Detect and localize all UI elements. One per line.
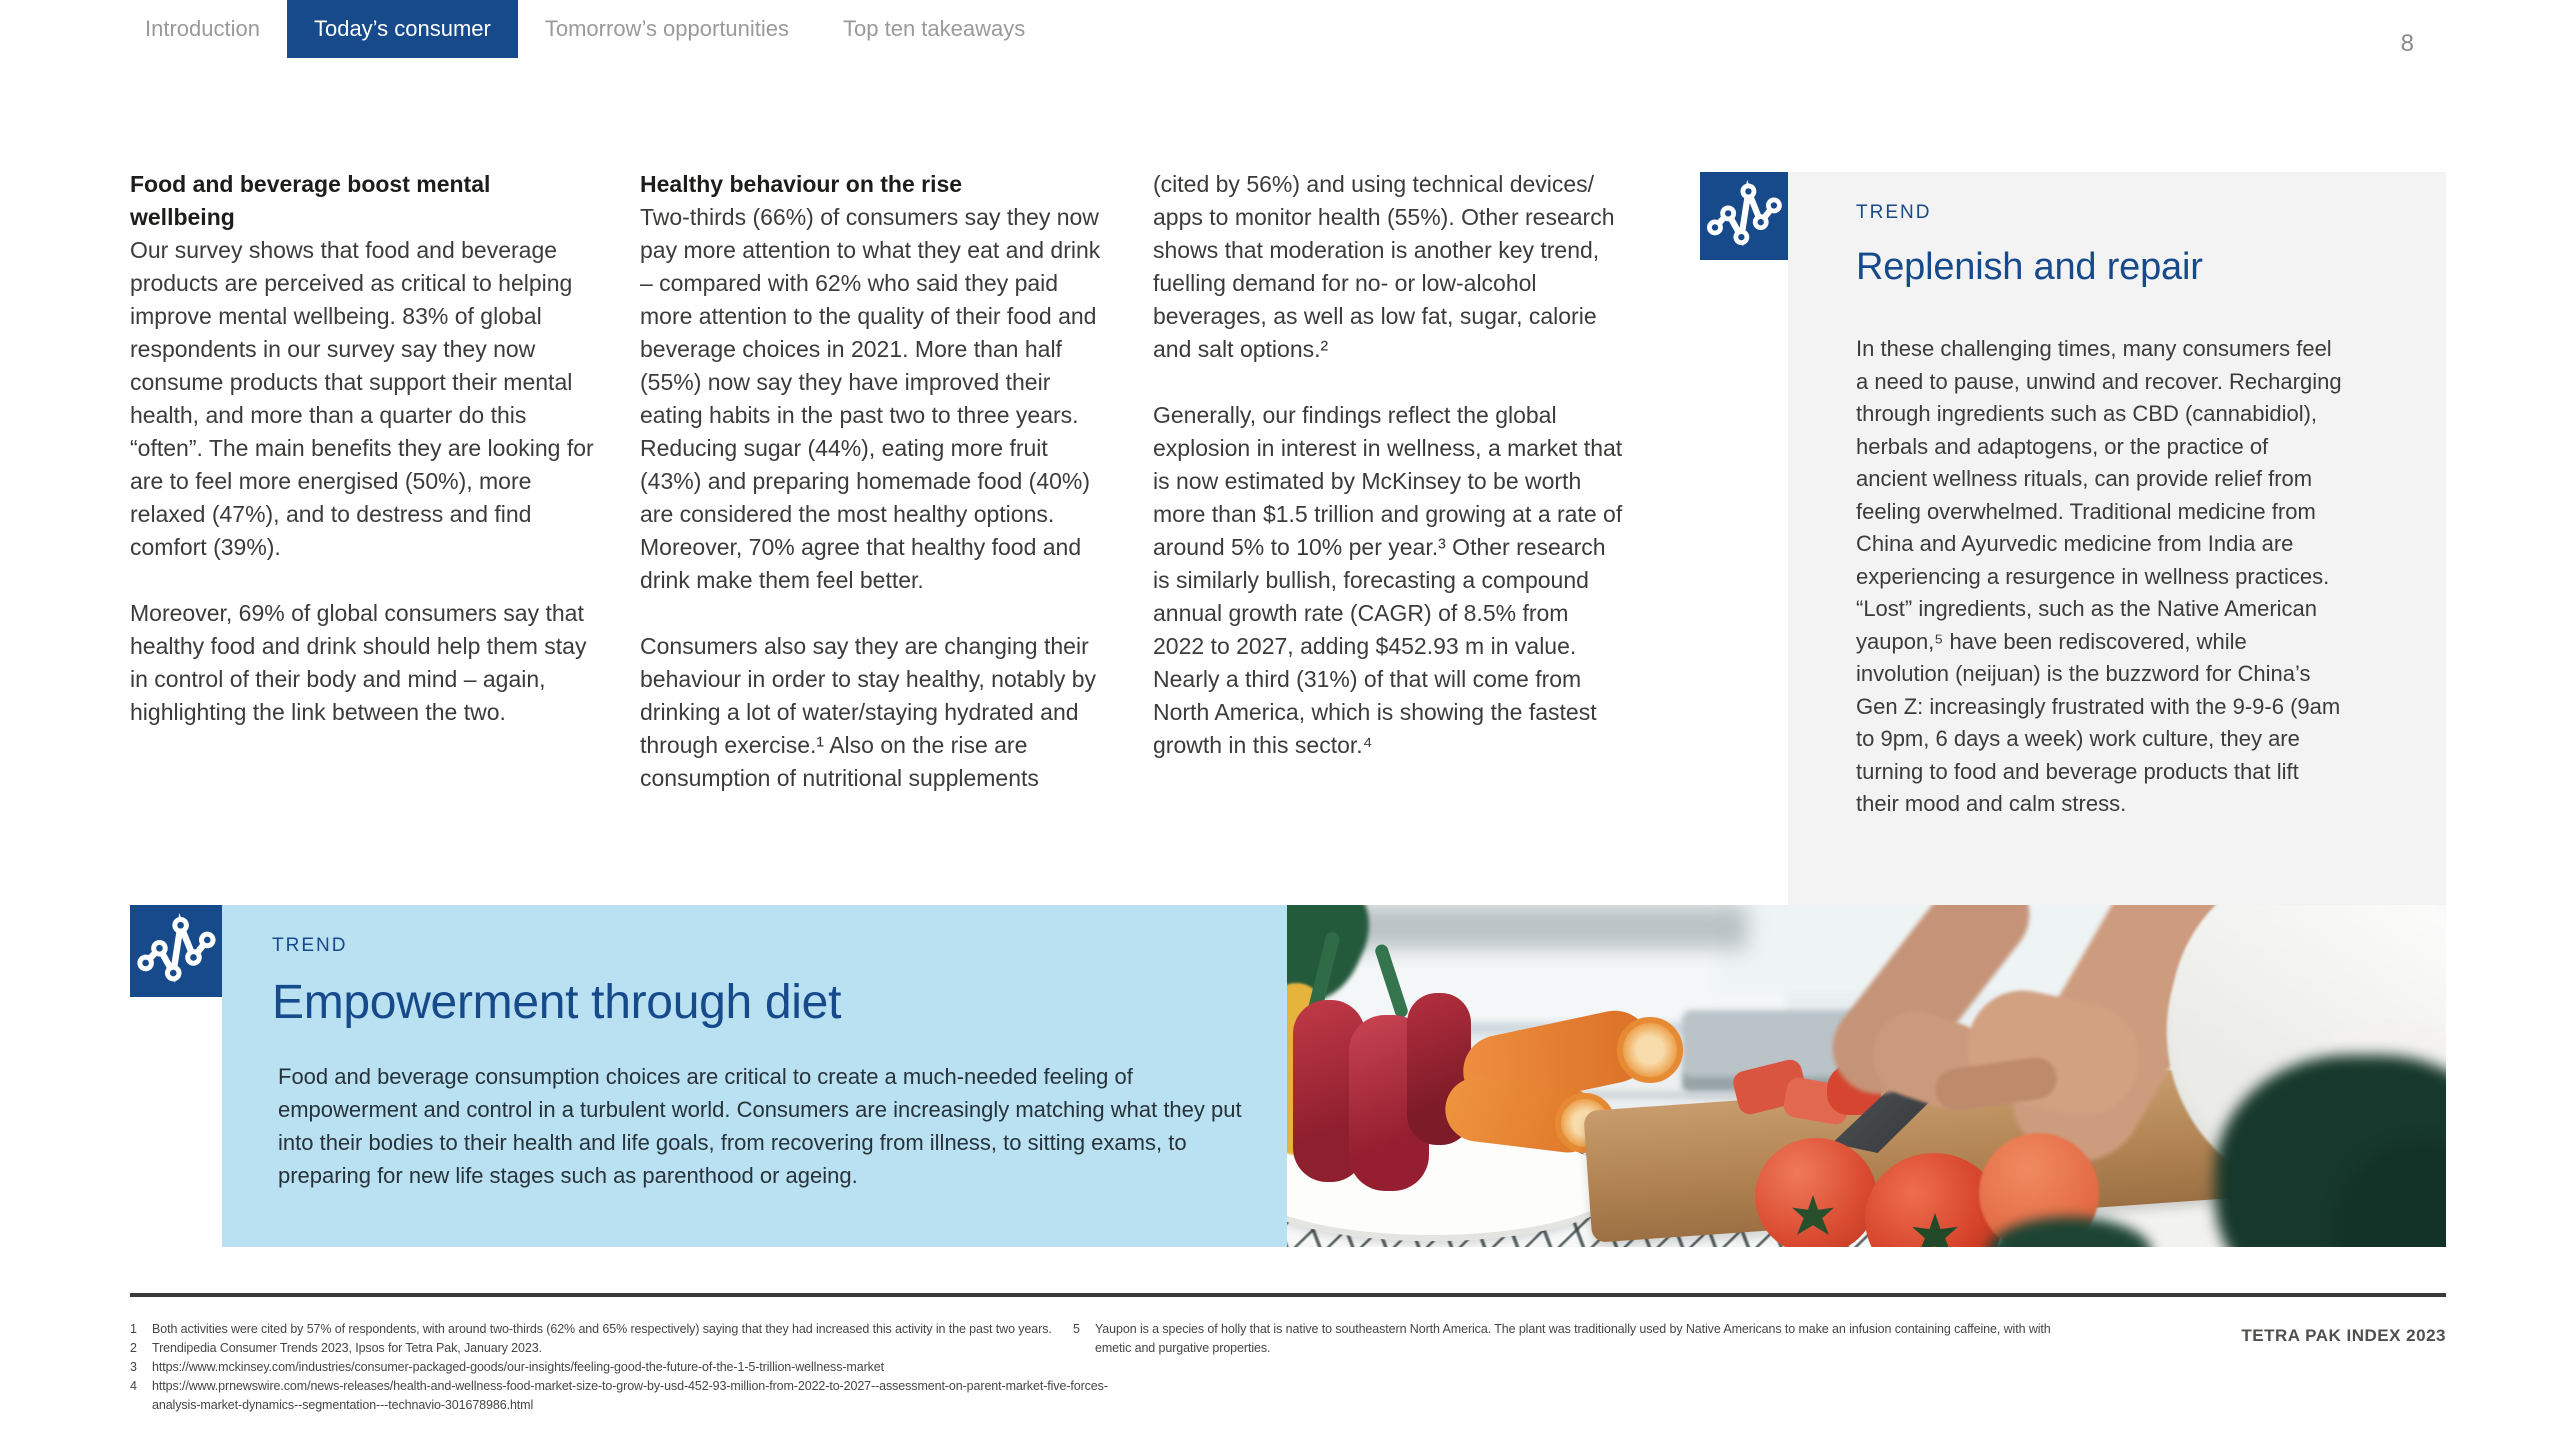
- tab-tomorrows-opportunities[interactable]: Tomorrow’s opportunities: [544, 16, 790, 41]
- trend-body: In these challenging times, many consumers feel a need to pause, unwind and recover. Recharging through ingredients such as CBD (cannabidiol), herbals and adaptogens, or the practice of ancient wellness rituals, can provide relief from feeling overwhelmed. Traditional medicine from China and Ayurvedic medicine from India are experiencing a resurgence in wellness practices. “Lost” ingredients, such as the Native American yaupon,⁵ have been rediscovered, while involution (neijuan) is the buzzword for China’s Gen Z: increasingly frustrated with the 9-9-6 (9am to 9pm, 6 days a week) work culture, they are turning to food and beverage products that lift their mood and calm stress.: [1856, 336, 2342, 816]
- footnote: [1073, 1320, 2058, 1358]
- paragraph: Moreover, 69% of global consumers say that healthy food and drink should help them stay in control of their body and mind – again, highlighting the link between the two.: [130, 600, 587, 725]
- trend-body: Food and beverage consumption choices are critical to create a much-needed feeling of empowerment and control in a turbulent world. Consumers are increasingly matching what they put into their bodies to their health and life goals, from recovering from illness, to sitting exams, to preparing for new life stages such as parenthood or ageing.: [278, 1064, 1242, 1188]
- column-mental-wellbeing: [130, 168, 600, 729]
- footnote-number: 3: [130, 1360, 137, 1374]
- trend-banner-content: [222, 905, 1287, 1192]
- paragraph: (cited by 56%) and using technical devices/ apps to monitor health (55%). Other research shows that moderation is another key trend, fuelling demand for no- or low-alcohol beverages, as well as low fat, sugar, calorie and salt options.²: [1153, 171, 1615, 362]
- tab-introduction[interactable]: Introduction: [145, 16, 260, 41]
- trend-title: Replenish and repair: [1856, 246, 2203, 288]
- report-brand: TETRA PAK INDEX 2023: [2241, 1326, 2446, 1345]
- footnote-text: Both activities were cited by 57% of respondents, with around two-thirds (62% and 65% respectively) saying that they had increased this activity in the past two years.: [152, 1322, 1052, 1336]
- trend-label: TREND: [1856, 202, 1932, 223]
- trend-title: Empowerment through diet: [272, 976, 842, 1029]
- tab-todays-consumer[interactable]: Today’s consumer: [287, 0, 518, 58]
- photo-chopping-vegetables: [1287, 905, 2446, 1247]
- trend-panel-content: [1788, 172, 2446, 821]
- photo-shelf-shadow: [1327, 905, 1747, 949]
- footnote-text: Yaupon is a species of holly that is native to southeastern North America. The plant was traditionally used by Native Americans to make an infusion containing caffeine, with with emetic and purgative properties.: [1095, 1322, 2051, 1355]
- trend-label: TREND: [272, 935, 348, 956]
- trend-banner-empowerment-through-diet: [222, 905, 1287, 1247]
- column-heading: Healthy behaviour on the rise: [640, 171, 963, 197]
- footnote-number: 4: [130, 1379, 137, 1393]
- column-heading: Food and beverage boost mental wellbeing: [130, 171, 491, 230]
- footnote: [130, 1320, 1130, 1339]
- footnote-text: Trendipedia Consumer Trends 2023, Ipsos for Tetra Pak, January 2023.: [152, 1341, 542, 1355]
- paragraph: Our survey shows that food and beverage products are perceived as critical to helping improve mental wellbeing. 83% of global respondents in our survey say they now consume products that support their mental health, and more than a quarter do this “often”. The main benefits they are looking for are to feel more energised (50%), more relaxed (47%), and to destress and find comfort (39%).: [130, 237, 594, 560]
- column-continuation: [1153, 168, 1623, 762]
- top-nav: [118, 0, 1052, 58]
- paragraph: Generally, our findings reflect the global explosion in interest in wellness, a market that is now estimated by McKinsey to be worth more than $1.5 trillion and growing at a rate of around 5% to 10% per year.³ Other research is similarly bullish, forecasting a compound annual growth rate (CAGR) of 8.5% from 2022 to 2027, adding $452.93 m in value. Nearly a third (31%) of that will come from North America, which is showing the fastest growth in this sector.⁴: [1153, 402, 1623, 758]
- trend-zigzag-nodes-icon: [1700, 172, 1788, 260]
- footnote: [130, 1339, 1130, 1358]
- tab-top-ten-takeaways[interactable]: Top ten takeaways: [843, 16, 1026, 41]
- footnote: [130, 1377, 1130, 1415]
- footnote-number: 5: [1073, 1322, 1080, 1336]
- footnote-text: https://www.prnewswire.com/news-releases/health-and-wellness-food-market-size-to-grow-by-usd-452-93-million-from-2022-to-2027--assessment-on-parent-market-five-forces-analysis-market-dynamics--segmentation---technavio-301678986.html: [152, 1379, 1108, 1412]
- footer-divider: [130, 1293, 2446, 1297]
- photo-carrot-cut-end: [1617, 1017, 1683, 1083]
- footnote-text: https://www.mckinsey.com/industries/consumer-packaged-goods/our-insights/feeling-good-the-future-of-the-1-5-trillion-wellness-market: [152, 1360, 885, 1374]
- photo-tomato: [1755, 1138, 1877, 1247]
- footnotes-left: [130, 1320, 1130, 1415]
- footnote-number: 2: [130, 1341, 137, 1355]
- trend-panel-replenish-and-repair: [1788, 172, 2446, 905]
- paragraph: Two-thirds (66%) of consumers say they now pay more attention to what they eat and drink – compared with 62% who said they paid more attention to the quality of their food and beverage choices in 2021. More than half (55%) now say they have improved their eating habits in the past two to three years. Reducing sugar (44%), eating more fruit (43%) and preparing homemade food (40%) are considered the most healthy options. Moreover, 70% agree that healthy food and drink make them feel better.: [640, 204, 1101, 593]
- trend-zigzag-nodes-icon: [130, 905, 222, 997]
- page-number: 8: [2400, 30, 2414, 57]
- footnotes-right: [1073, 1320, 2058, 1358]
- paragraph: Consumers also say they are changing their behaviour in order to stay healthy, notably by drinking a lot of water/staying hydrated and through exercise.¹ Also on the rise are consumption of nutritional supplements: [640, 633, 1097, 791]
- footnote-number: 1: [130, 1322, 137, 1336]
- footnote: [130, 1358, 1130, 1377]
- column-healthy-behaviour: [640, 168, 1110, 795]
